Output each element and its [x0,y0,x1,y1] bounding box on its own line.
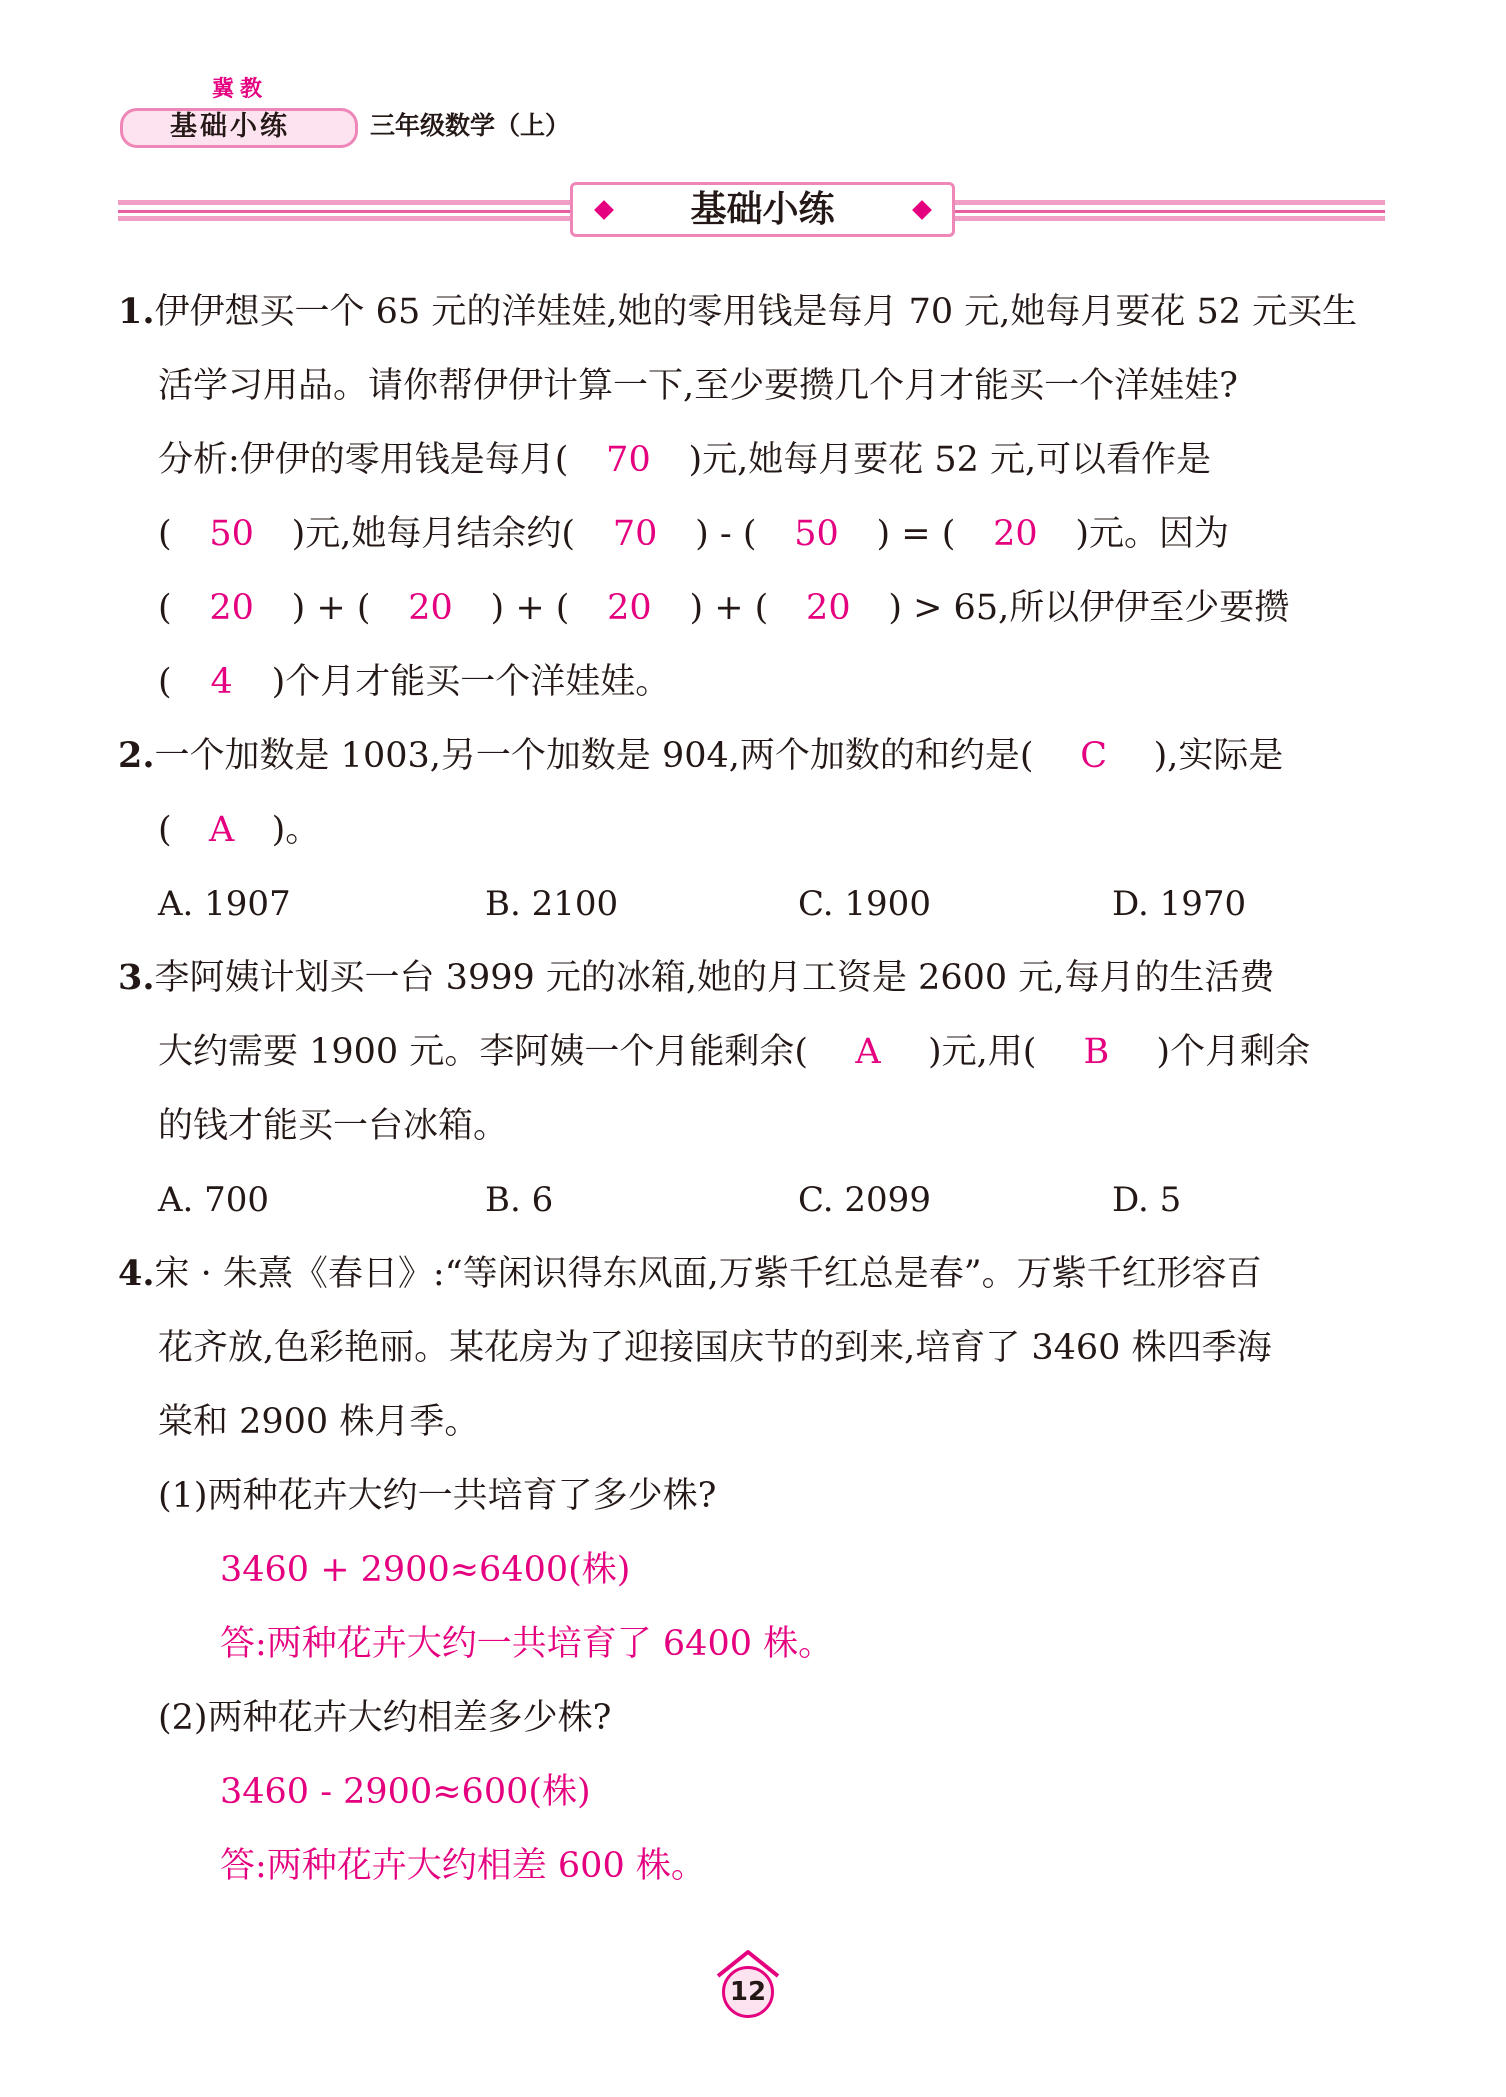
q4-sub1-question: (1)两种花卉大约一共培育了多少株? [158,1476,717,1516]
q1-answer-8: 20 [607,588,652,628]
q1-answer-6: 20 [209,588,254,628]
q1-analysis-line3: ( 20 ) + ( 20 ) + ( 20 ) + ( 20 ) > 65,所以伊伊至少要攒 [158,584,1289,632]
q4-number: 4 [118,1253,143,1294]
q1-answer-10: 4 [210,662,233,702]
q1-answer-9: 20 [806,588,851,628]
q2-option-b: B. 2100 [485,884,619,924]
q4-sub2-answer: 答:两种花卉大约相差 600 株。 [220,1846,706,1886]
book-grade: 三年级数学（上） [370,111,571,140]
page-number: 12 [722,1966,774,2018]
q4-sub1-answer: 答:两种花卉大约一共培育了 6400 株。 [220,1624,834,1664]
q2-answer-1: C [1080,736,1107,776]
q2-answer-2: A [209,810,235,850]
q1-answer-7: 20 [408,588,453,628]
q4-line3: 棠和 2900 株月季。 [158,1402,480,1442]
banner-band-right-top [955,200,1385,205]
q1-number: 1 [118,291,143,332]
banner-band-left-mid [118,210,570,213]
q4-sub1-calculation: 3460 + 2900≈6400(株) [220,1550,631,1590]
q1-line1: 1.伊伊想买一个 65 元的洋娃娃,她的零用钱是每月 70 元,她每月要花 52 元买生 [118,291,1358,332]
q1-analysis-line2: ( 50 )元,她每月结余约( 70 ) - ( 50 ) = ( 20 )元。因为 [158,510,1229,558]
banner-band-right-mid [955,210,1385,213]
banner-band-left-bottom [118,216,570,221]
banner-band-right-bottom [955,216,1385,221]
q2-option-d: D. 1970 [1112,884,1247,924]
edition-region: 冀教 [212,77,269,102]
banner-band-left-top [118,200,570,205]
q2-option-c: C. 1900 [798,884,931,924]
q3-option-a: A. 700 [158,1180,270,1220]
q3-answer-2: B [1083,1032,1110,1072]
q1-analysis-line1: 分析:伊伊的零用钱是每月( 70 )元,她每月要花 52 元,可以看作是 [158,436,1211,484]
q2-line2: ( A )。 [158,806,320,854]
q2-number: 2 [118,735,143,776]
q1-text-1: 伊伊想买一个 65 元的洋娃娃,她的零用钱是每月 70 元,她每月要花 52 元买生 [154,292,1358,332]
q3-number: 3 [118,957,143,998]
q1-answer-5: 20 [993,514,1038,554]
q3-answer-1: A [855,1032,881,1072]
q3-line2: 大约需要 1900 元。李阿姨一个月能剩余( A )元,用( B )个月剩余 [158,1028,1310,1076]
q1-answer-1: 70 [606,440,651,480]
q3-line1: 3.李阿姨计划买一台 3999 元的冰箱,她的月工资是 2600 元,每月的生活费 [118,957,1275,998]
q1-line2: 活学习用品。请你帮伊伊计算一下,至少要攒几个月才能买一个洋娃娃? [158,366,1238,406]
q1-answer-4: 50 [794,514,839,554]
q3-option-c: C. 2099 [798,1180,931,1220]
q4-line1: 4.宋 · 朱熹《春日》:“等闲识得东风面,万紫千红总是春”。万紫千红形容百 [118,1253,1262,1294]
section-title: 基础小练 [690,189,835,230]
q3-option-b: B. 6 [485,1180,554,1220]
brand-title: 基础小练 [170,111,290,142]
q3-option-d: D. 5 [1112,1180,1182,1220]
q4-line2: 花齐放,色彩艳丽。某花房为了迎接国庆节的到来,培育了 3460 株四季海 [158,1328,1272,1368]
q1-answer-2: 50 [209,514,254,554]
q1-answer-3: 70 [612,514,658,554]
q1-analysis-line4: ( 4 )个月才能买一个洋娃娃。 [158,658,670,706]
q2-line1: 2.一个加数是 1003,另一个加数是 904,两个加数的和约是( C ),实际是 [118,732,1283,780]
q3-line3: 的钱才能买一台冰箱。 [158,1106,509,1146]
q2-option-a: A. 1907 [158,884,291,924]
q4-sub2-calculation: 3460 - 2900≈600(株) [220,1772,591,1812]
q4-sub2-question: (2)两种花卉大约相差多少株? [158,1698,612,1738]
